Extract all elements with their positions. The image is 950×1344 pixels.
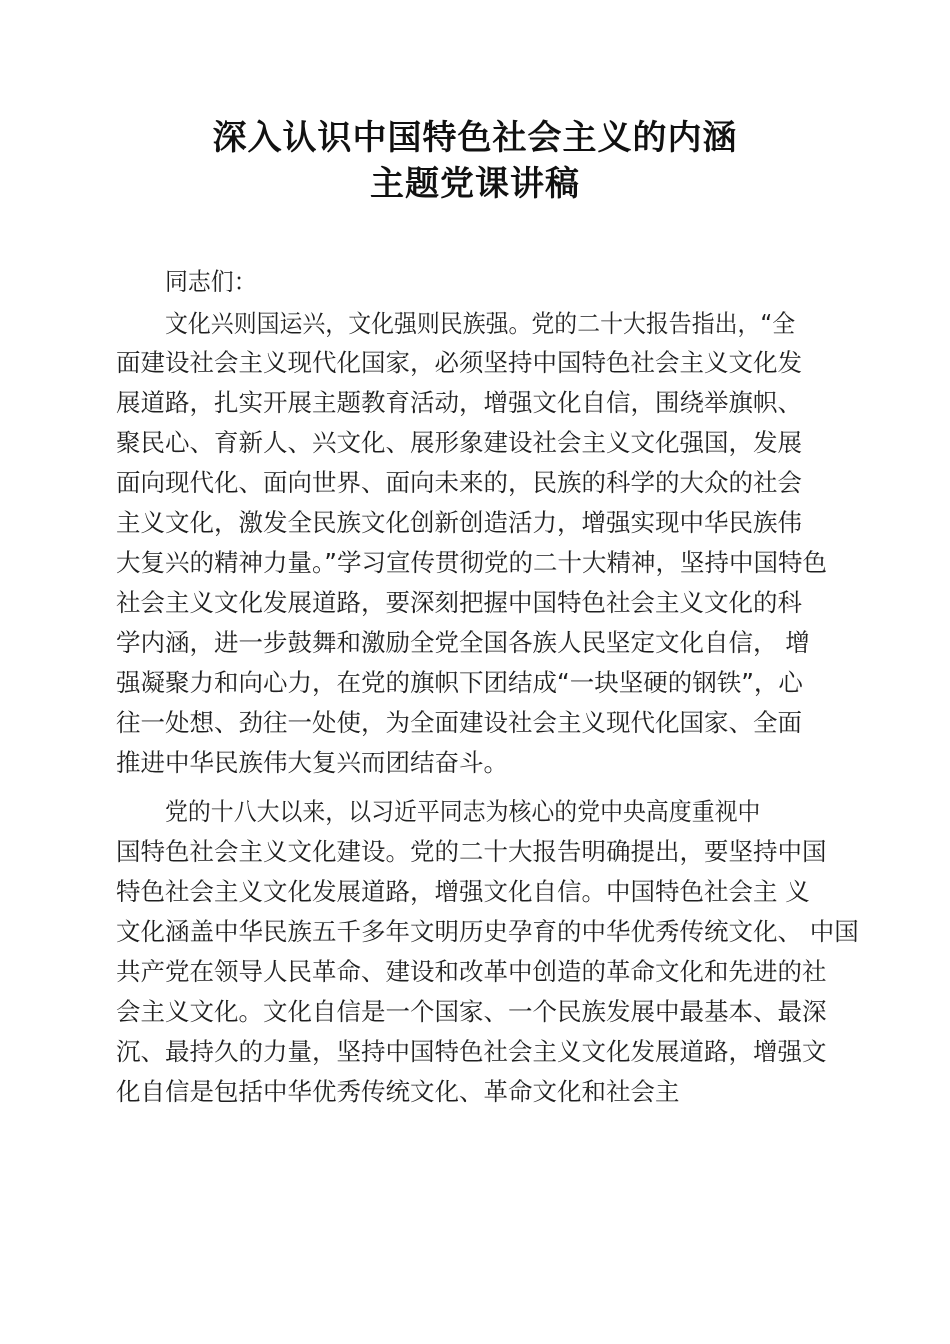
- paragraph-1-line-1: 文化兴则国运兴，文化强则民族强。党的二十大报告指出，“全: [165, 309, 796, 338]
- greeting: 同志们：: [165, 267, 257, 296]
- paragraph-1-line-8: 社会主义文化发展道路，要深刻把握中国特色社会主义文化的科: [116, 588, 802, 617]
- paragraph-2-line-1: 党的十八大以来，以习近平同志为核心的党中央高度重视中: [165, 797, 761, 826]
- paragraph-1-line-10: 强凝聚力和向心力，在党的旗帜下团结成“一块坚硬的钢铁”，心: [116, 668, 803, 697]
- paragraph-1-line-12: 推进中华民族伟大复兴而团结奋斗。: [116, 748, 508, 777]
- document-title-line-1: 深入认识中国特色社会主义的内涵: [212, 118, 738, 158]
- paragraph-1-line-11: 往一处想、劲往一处使，为全面建设社会主义现代化国家、全面: [116, 708, 802, 737]
- paragraph-1-line-5: 面向现代化、面向世界、面向未来的，民族的科学的大众的社会: [116, 468, 802, 497]
- paragraph-1-line-7: 大复兴的精神力量。”学习宣传贯彻党的二十大精神，坚持中国特色: [116, 548, 827, 577]
- paragraph-2-line-4: 文化涵盖中华民族五千多年文明历史孕育的中华优秀传统文化、 中国: [116, 917, 859, 946]
- document-title-line-2: 主题党课讲稿: [370, 164, 580, 204]
- paragraph-1-line-2: 面建设社会主义现代化国家，必须坚持中国特色社会主义文化发: [116, 348, 802, 377]
- paragraph-2-line-2: 国特色社会主义文化建设。党的二十大报告明确提出，要坚持中国: [116, 837, 827, 866]
- paragraph-2-line-7: 沉、最持久的力量，坚持中国特色社会主义文化发展道路，增强文: [116, 1037, 827, 1066]
- paragraph-1-line-3: 展道路，扎实开展主题教育活动，增强文化自信，围绕举旗帜、: [116, 388, 802, 417]
- paragraph-1-line-6: 主义文化，激发全民族文化创新创造活力，增强实现中华民族伟: [116, 508, 802, 537]
- paragraph-2-line-5: 共产党在领导人民革命、建设和改革中创造的革命文化和先进的社: [116, 957, 827, 986]
- paragraph-2-line-3: 特色社会主义文化发展道路，增强文化自信。中国特色社会主 义: [116, 877, 810, 906]
- paragraph-1-line-9: 学内涵，进一步鼓舞和激励全党全国各族人民坚定文化自信， 增: [116, 628, 810, 657]
- paragraph-1-line-4: 聚民心、育新人、兴文化、展形象建设社会主义文化强国，发展: [116, 428, 802, 457]
- paragraph-2-line-6: 会主义文化。文化自信是一个国家、一个民族发展中最基本、最深: [116, 997, 827, 1026]
- paragraph-2-line-8: 化自信是包括中华优秀传统文化、革命文化和社会主: [116, 1077, 680, 1106]
